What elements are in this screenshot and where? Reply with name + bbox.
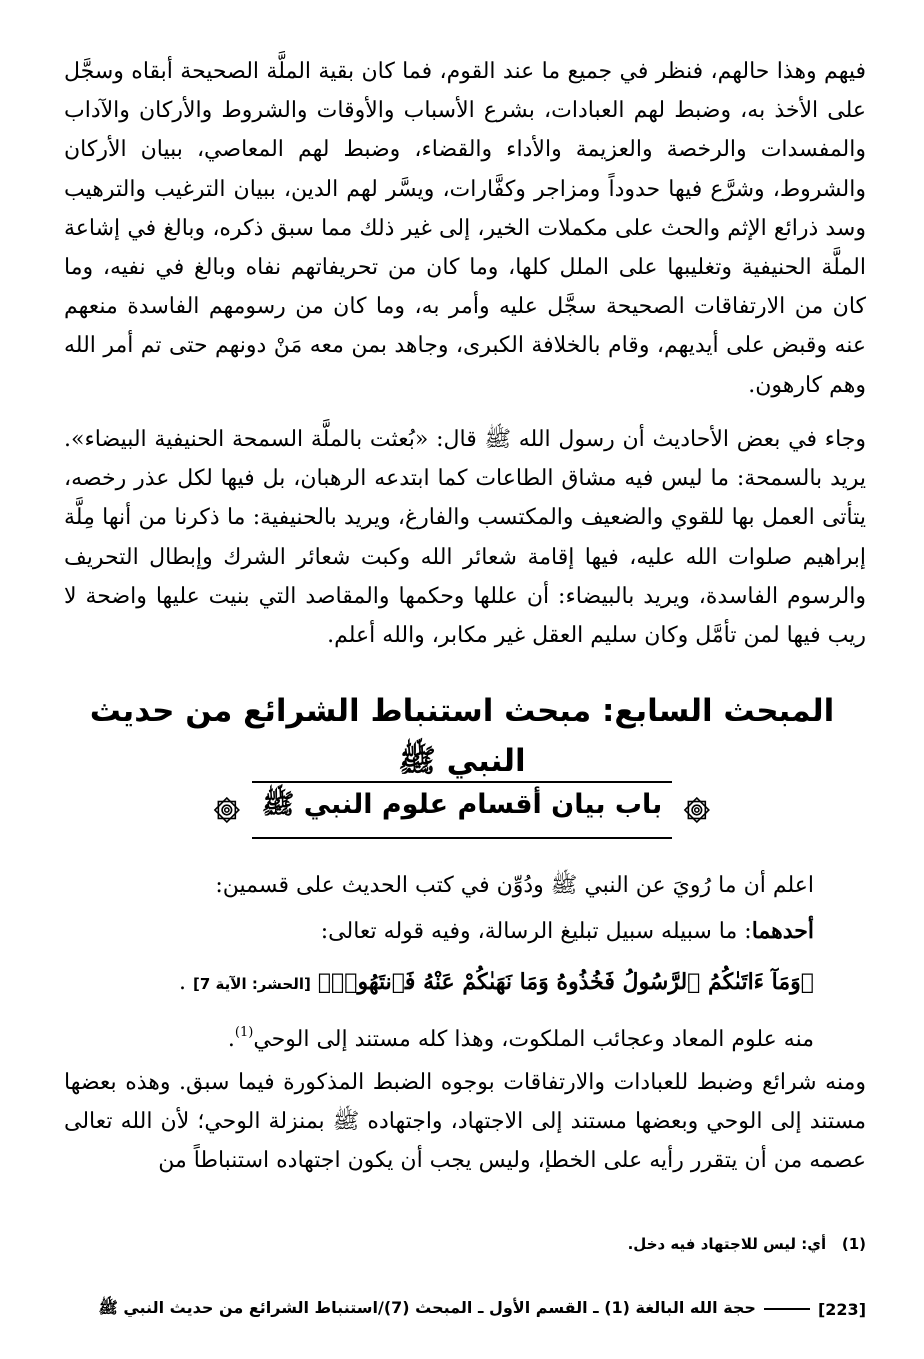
footnote-text: أي: ليس للاجتهاد فيه دخل.: [627, 1235, 827, 1253]
octagram-ornament-icon: [682, 782, 712, 838]
page-number: [223]: [817, 1299, 866, 1319]
first-category-label: أحدهما: [751, 918, 814, 944]
paragraph-3: ومنه شرائع وضبط للعبادات والارتفاقات بوجوه الضبط المذكورة فيما سبق. وهذه بعضها مستند إلى الوحي وبعضها مستند إلى الاجتهاد، واجتهاده ﷺ بمنزلة الوحي؛ لأن الله تعالى عصمه من أن يتقرر رأيه على الخطإ، وليس يجب أن يكون اجتهاده استنباطاً من: [64, 1070, 866, 1174]
verse-end-dot: .: [179, 970, 187, 995]
first-category-line: [60, 912, 814, 951]
octagram-ornament-icon: [212, 782, 242, 838]
footnote-number: (1): [841, 1235, 866, 1253]
paragraph-1: فيهم وهذا حالهم، فنظر في جميع ما عند القوم، فما كان بقية الملَّة الصحيحة أبقاه وسجَّل على الأخذ به، وضبط لهم العبادات، بشرع الأسباب والأوقات والشروط والأركان والآداب والمفسدات والرخصة والعزيمة والأداء والقضاء، وضبط لهم المعاصي، ببيان الأركان والشروط، وشرَّع فيها حدوداً ومزاجر وكفَّارات، ويسَّر لهم الدين، ببيان الترغيب والترهيب وسد ذرائع الإثم والحث على مكملات الخير، إلى غير ذلك مما سبق ذكره، وبالغ في إشاعة الملَّة الحنيفية وتغليبها على الملل كلها، وما كان من تحريفاتهم نفاه وبالغ في نفيه، وما كان من الارتفاقات الصحيحة سجَّل عليه وأمر به، وما كان من رسومهم الفاسدة منعهم عنه وقبض على أيديهم، وقام بالخلافة الكبرى، وجاهد بمن معه مَنْ دونهم حتى تم أمر الله وهم كارهون.: [64, 59, 866, 398]
intro-line: اعلم أن ما رُويَ عن النبي ﷺ ودُوِّن في كتب الحديث على قسمين:: [215, 873, 814, 898]
footer-divider: [764, 1308, 810, 1310]
revelation-end-dot: .: [227, 1027, 235, 1052]
quran-verse: ﴿وَمَآ ءَاتَىٰكُمُ ٱلرَّسُولُ فَخُذُوهُ وَمَا نَهَىٰكُمْ عَنْهُ فَٱنتَهُوا۟﴾: [317, 969, 814, 995]
page-footer: [64, 1296, 866, 1322]
footnote-marker[interactable]: (1): [234, 1025, 254, 1040]
verse-reference: [الحشر: الآية 7]: [193, 975, 311, 993]
revelation-line: [60, 1013, 814, 1059]
section-heading: المبحث السابع: مبحث استنباط الشرائع من حديث النبي ﷺ: [89, 693, 835, 779]
revelation-text: منه علوم المعاد وعجائب الملكوت، وهذا كله مستند إلى الوحي: [253, 1027, 814, 1052]
chapter-title: باب بيان أقسام علوم النبي ﷺ: [252, 781, 673, 839]
first-category-text: : ما سبيله سبيل تبليغ الرسالة، وفيه قوله تعالى:: [320, 919, 752, 944]
footnote: [346, 1233, 866, 1255]
chapter-title-box: [212, 776, 712, 844]
running-title: حجة الله البالغة (1) ـ القسم الأول ـ المبحث (7)/استنباط الشرائع من حديث النبي ﷺ: [98, 1297, 756, 1317]
quran-verse-line: [60, 963, 814, 1004]
paragraph-2: وجاء في بعض الأحاديث أن رسول الله ﷺ قال: «بُعثت بالملَّة السمحة الحنيفية البيضاء». يريد بالسمحة: ما ليس فيه مشاق الطاعات كما ابتدعه الرهبان، بل فيها لكل عذر رخصه، يتأتى العمل بها للقوي والضعيف والمكتسب والفارغ، ويريد بالحنيفية: ما ذكرنا من أنها مِلَّة إبراهيم صلوات الله عليه، فيها إقامة شعائر الله وكبت شعائر الشرك وإبطال التحريف والرسوم الفاسدة، ويريد بالبيضاء: أن عللها وحكمها والمقاصد التي بنيت عليها واضحة لا ريب فيها لمن تأمَّل وكان سليم العقل غير مكابر، والله أعلم.: [64, 427, 866, 649]
